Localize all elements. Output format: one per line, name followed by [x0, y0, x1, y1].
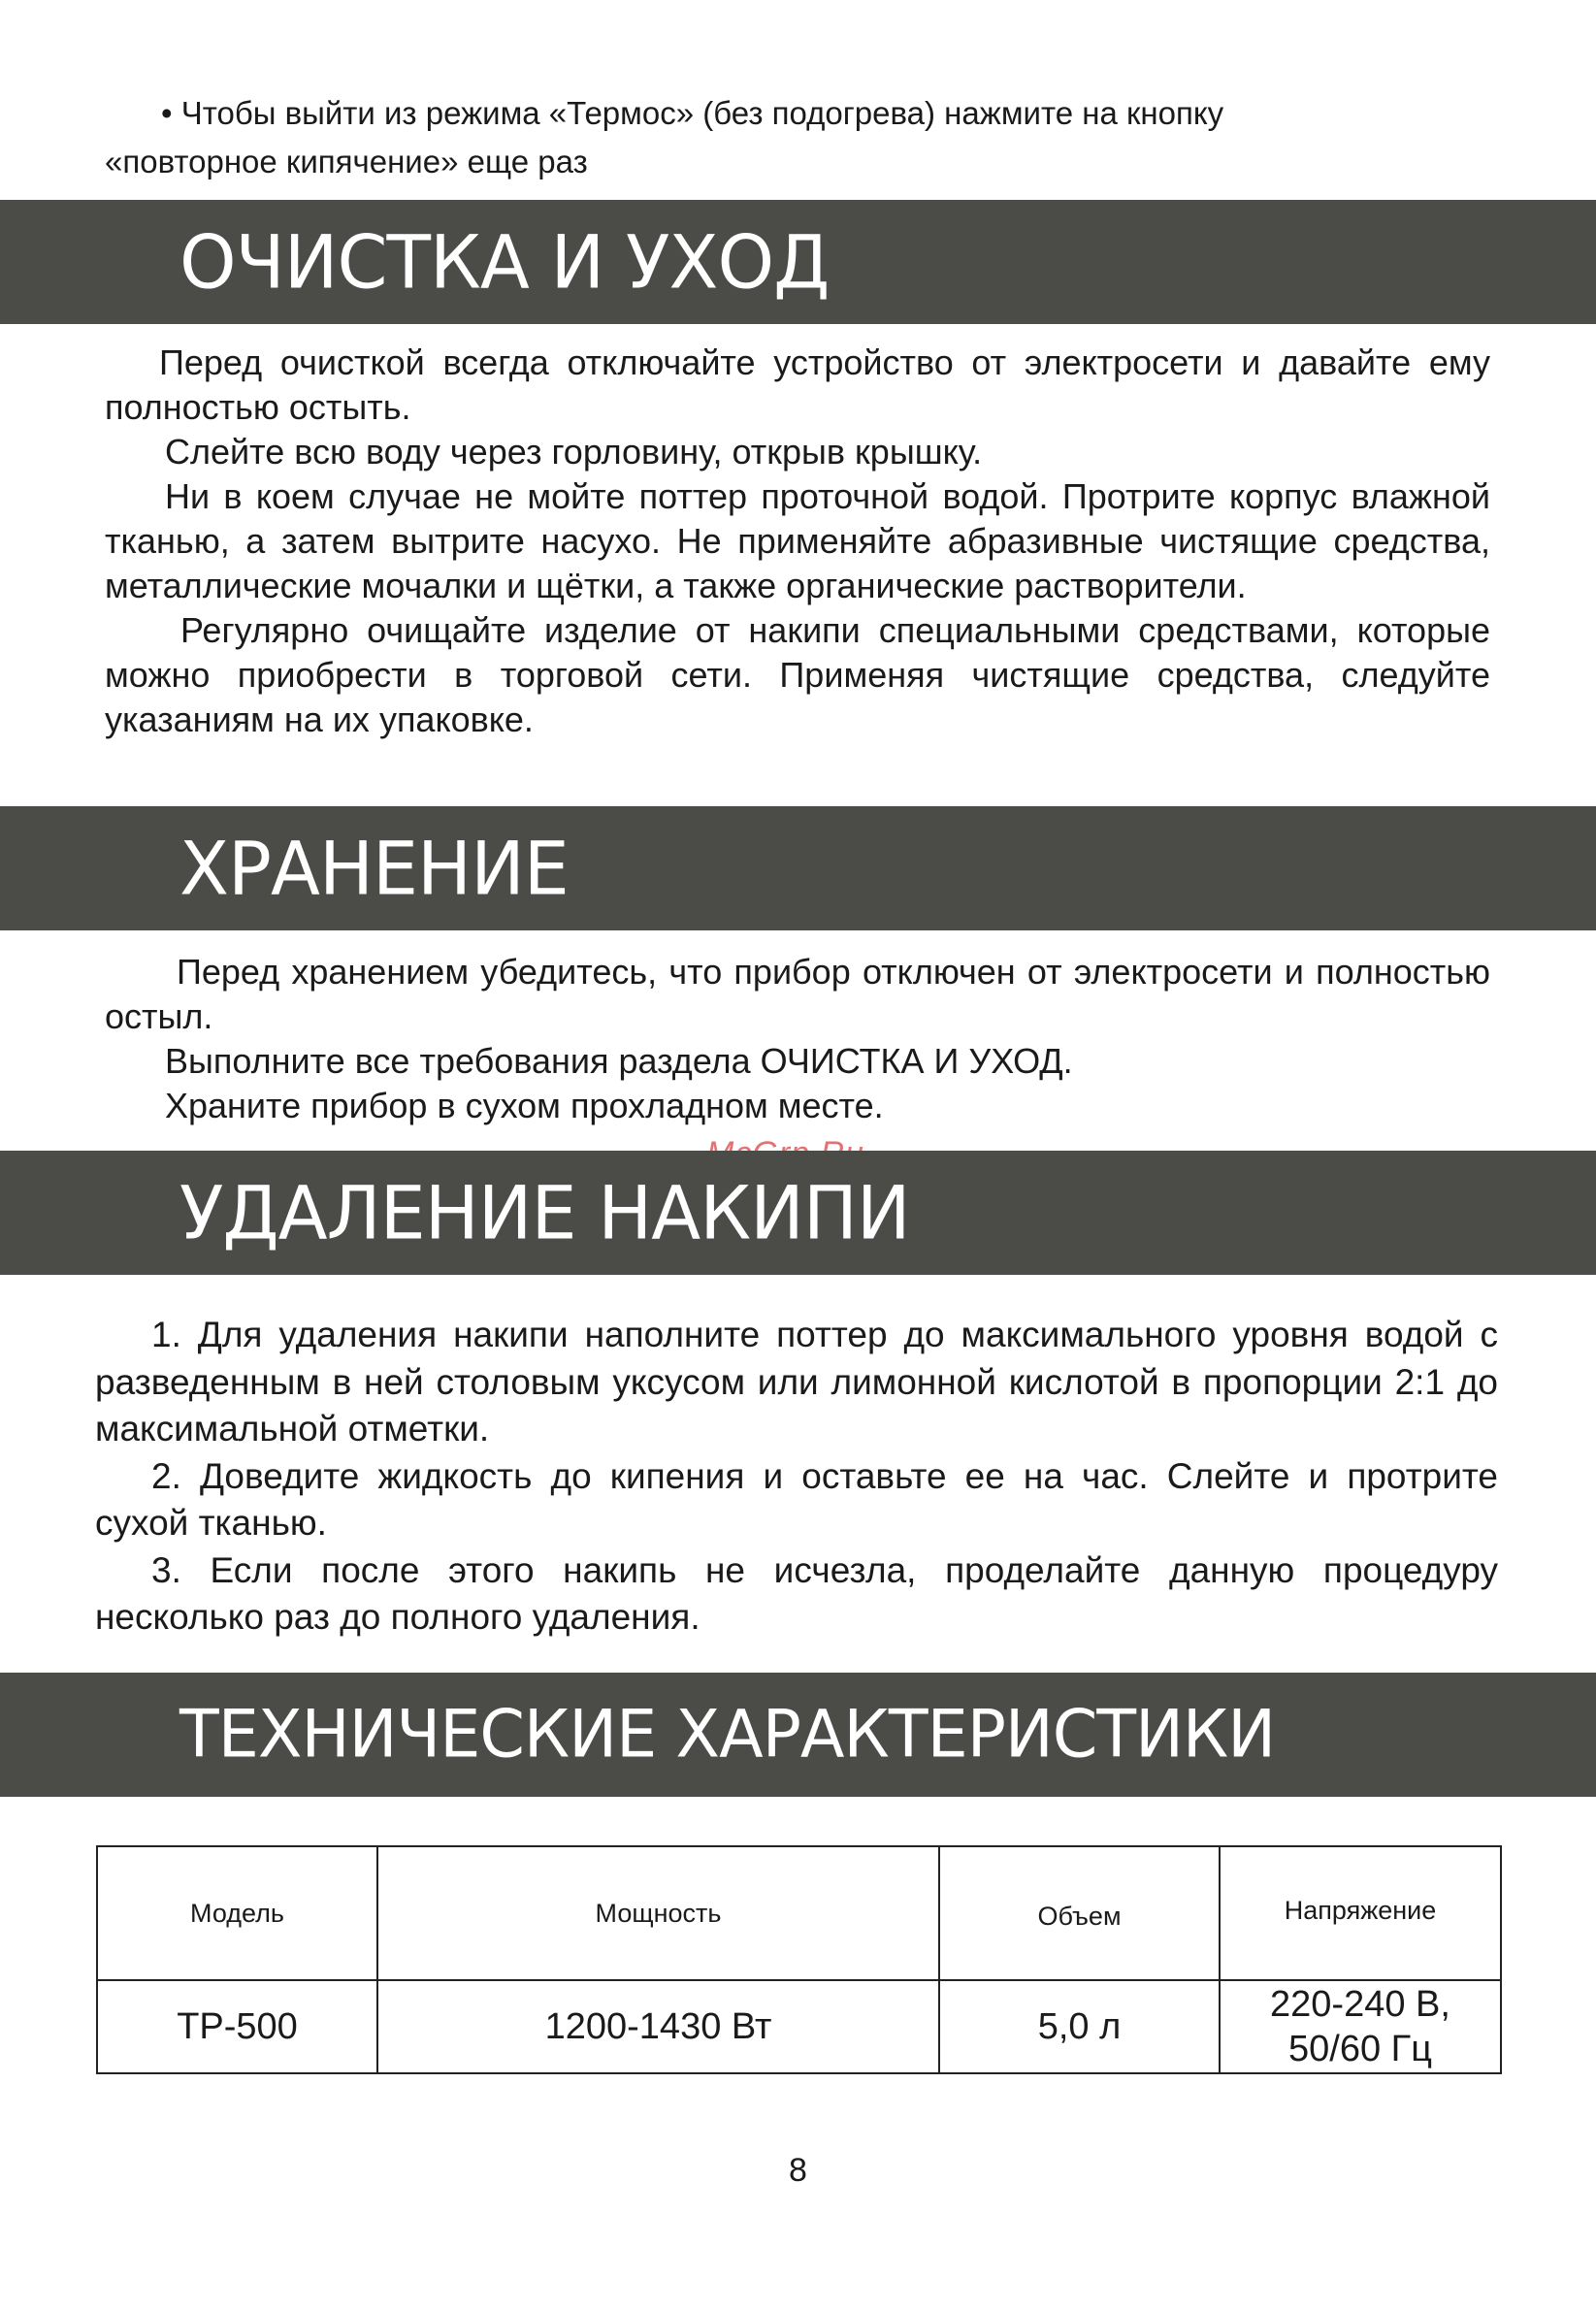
intro-line-1: • Чтобы выйти из режима «Термос» (без подогрева) нажмите на кнопку — [161, 95, 1224, 131]
voltage-line-2: 50/60 Гц — [1288, 2029, 1432, 2069]
section-banner-cleaning — [0, 200, 1596, 324]
cleaning-paragraph: Перед очисткой всегда отключайте устройство от электросети и давайте ему полностью остыть. — [105, 342, 1490, 427]
specs-header-cell: Мощность — [377, 1846, 939, 1980]
descaling-step: 1. Для удаления накипи наполните поттер до максимального уровня водой с разведенным в ней столовым уксусом или лимонной кислотой в пропорции 2:1 до максимальной отметки. — [95, 1315, 1498, 1448]
section-banner-specs — [0, 1673, 1596, 1797]
cleaning-paragraph: Слейте всю воду через горловину, открыв крышку. — [165, 432, 983, 472]
cleaning-paragraph: Регулярно очищайте изделие от накипи специальными средствами, которые можно приобрести в торговой сети. Применяя чистящие средства, следуйте указаниям на их упаковке. — [105, 610, 1490, 739]
descaling-step: 3. Если после этого накипь не исчезла, проделайте данную процедуру несколько раз до полного удаления. — [95, 1549, 1498, 1637]
specs-header-cell: Объем — [939, 1846, 1220, 1980]
specs-volume-cell: 5,0 л — [939, 1980, 1220, 2073]
intro-line-2: «повторное кипячение» еще раз — [105, 144, 588, 179]
descaling-step: 2. Доведите жидкость до кипения и оставьте ее на час. Слейте и протрите сухой тканью. — [95, 1455, 1498, 1543]
voltage-line-1: 220-240 В, — [1270, 1984, 1450, 2025]
specs-power-cell: 1200-1430 Вт — [377, 1980, 939, 2073]
cleaning-text — [105, 341, 1490, 742]
section-title-cleaning: ОЧИСТКА И УХОД — [179, 218, 830, 306]
section-banner-descaling — [0, 1151, 1596, 1275]
storage-paragraph: Храните прибор в сухом прохладном месте. — [165, 1086, 884, 1125]
specs-header-cell: Напряжение — [1220, 1846, 1501, 1980]
storage-paragraph: Перед хранением убедитесь, что прибор отключен от электросети и полностью остыл. — [105, 952, 1490, 1036]
specs-voltage-cell — [1220, 1980, 1501, 2073]
cleaning-paragraph: Ни в коем случае не мойте поттер проточной водой. Протрите корпус влажной тканью, а затем вытрите насухо. Не применяйте абразивные чистящие средства, металлические мочалки и щётки, а также органические растворители. — [105, 476, 1490, 605]
section-title-descaling: УДАЛЕНИЕ НАКИПИ — [179, 1169, 910, 1256]
storage-paragraph: Выполните все требования раздела ОЧИСТКА И УХОД. — [165, 1041, 1073, 1081]
intro-note — [105, 89, 1490, 186]
specs-header-row — [97, 1846, 1501, 1980]
specs-model-cell: TP-500 — [97, 1980, 377, 2073]
storage-text — [105, 950, 1490, 1128]
page-number: 8 — [789, 2152, 807, 2189]
specs-data-row — [97, 1980, 1501, 2073]
specs-table — [96, 1845, 1502, 2074]
section-banner-storage — [0, 806, 1596, 930]
descaling-text — [95, 1312, 1498, 1642]
section-title-specs: ТЕХНИЧЕСКИЕ ХАРАКТЕРИСТИКИ — [179, 1696, 1276, 1774]
section-title-storage: ХРАНЕНИЕ — [179, 825, 569, 912]
specs-header-cell: Модель — [97, 1846, 377, 1980]
